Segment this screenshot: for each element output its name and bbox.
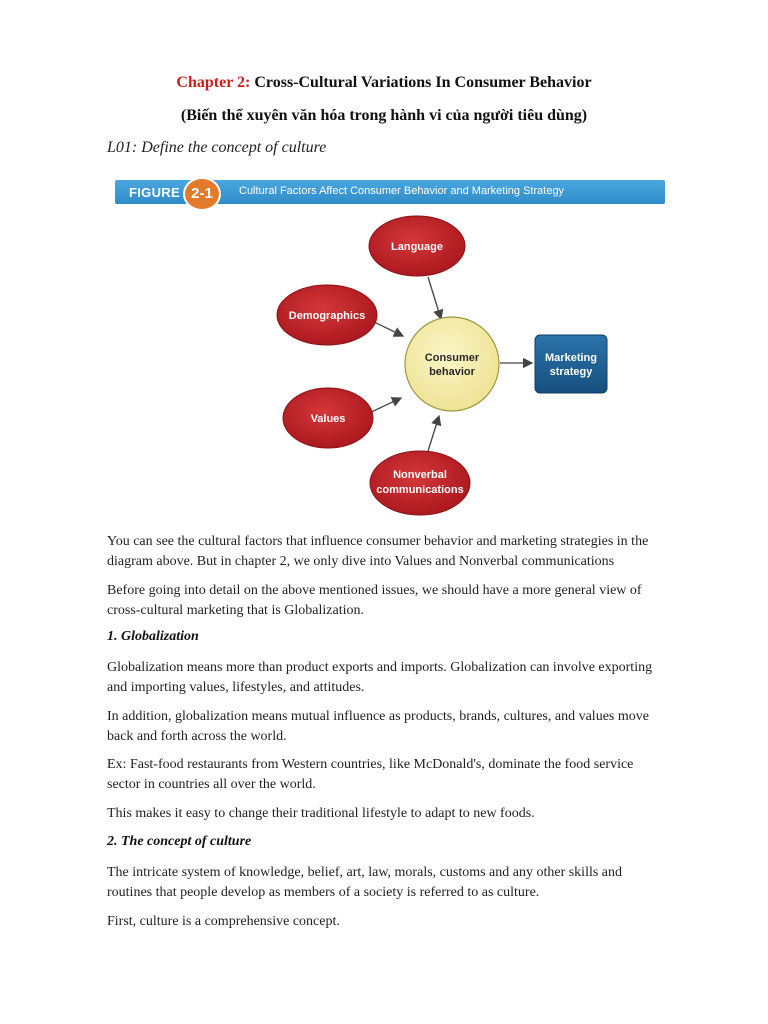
node-marketing-strategy	[535, 335, 607, 393]
paragraph-line: sector in countries all over the world.	[107, 776, 316, 792]
chapter-title-vietnamese: (Biến thể xuyên văn hóa trong hành vi của người tiêu dùng)	[180, 107, 588, 124]
figure-caption: Cultural Factors Affect Consumer Behavior and Marketing Strategy	[239, 185, 565, 197]
arrow-language	[428, 277, 441, 319]
node-marketing-label-2: strategy	[549, 366, 593, 378]
heading-globalization: 1. Globalization	[107, 629, 199, 644]
paragraph-line: and importing values, lifestyles, and attitudes.	[107, 679, 365, 695]
node-marketing-label-1: Marketing	[545, 352, 597, 364]
figure-label: FIGURE	[129, 185, 180, 200]
paragraph-globalization-definition	[107, 658, 697, 697]
node-values	[283, 388, 373, 448]
node-values-label: Values	[310, 413, 346, 425]
node-nonverbal-label-1: Nonverbal	[393, 469, 447, 481]
node-consumer-behavior	[405, 317, 499, 411]
paragraph-lifestyle: This makes it easy to change their traditional lifestyle to adapt to new foods.	[107, 806, 535, 821]
node-nonverbal-communications	[370, 451, 470, 515]
paragraph-line: Globalization means more than product exports and imports. Globalization can involve exporting	[107, 660, 653, 675]
learning-objective: L01: Define the concept of culture	[107, 139, 327, 156]
node-demographics-label: Demographics	[288, 310, 366, 322]
paragraph-culture-definition	[107, 863, 697, 902]
paragraph-line: Before going into detail on the above mentioned issues, we should have a more general view of	[107, 583, 642, 598]
paragraph-mutual-influence	[107, 707, 697, 746]
paragraph-line: The intricate system of knowledge, belief, art, law, morals, customs and any other skills and	[107, 865, 623, 880]
chapter-number: Chapter 2:	[176, 74, 251, 91]
paragraph-line: In addition, globalization means mutual influence as products, brands, cultures, and values move	[107, 709, 649, 724]
node-demographics	[277, 285, 377, 345]
chapter-title-english: Cross-Cultural Variations In Consumer Behavior	[254, 74, 592, 91]
chapter-title	[0, 74, 768, 92]
cultural-factors-diagram	[107, 208, 667, 520]
figure-banner	[115, 180, 665, 204]
paragraph-intro	[107, 532, 697, 571]
node-language-label: Language	[391, 241, 443, 253]
paragraph-line: diagram above. But in chapter 2, we only dive into Values and Nonverbal communications	[107, 553, 615, 569]
paragraph-comprehensive-concept: First, culture is a comprehensive concept.	[107, 914, 340, 929]
node-language	[369, 216, 465, 276]
paragraph-line: back and forth across the world.	[107, 728, 287, 744]
paragraph-line: You can see the cultural factors that influence consumer behavior and marketing strategies in the	[107, 534, 649, 549]
node-nonverbal-label-2: communications	[376, 484, 464, 496]
paragraph-line: cross-cultural marketing that is Globalization.	[107, 602, 364, 618]
node-consumer-label-1: Consumer	[424, 352, 480, 364]
node-consumer-label-2: behavior	[429, 366, 475, 378]
heading-concept-of-culture: 2. The concept of culture	[107, 834, 252, 849]
arrow-nonverbal	[428, 416, 439, 451]
paragraph-line: routines that people develop as members of a society is referred to as culture.	[107, 884, 540, 900]
figure-2-1	[107, 168, 667, 520]
figure-number-badge: 2-1	[183, 177, 221, 211]
paragraph-line: Ex: Fast-food restaurants from Western countries, like McDonald's, dominate the food service	[107, 757, 634, 772]
paragraph-before-detail	[107, 581, 697, 620]
paragraph-example	[107, 755, 697, 794]
